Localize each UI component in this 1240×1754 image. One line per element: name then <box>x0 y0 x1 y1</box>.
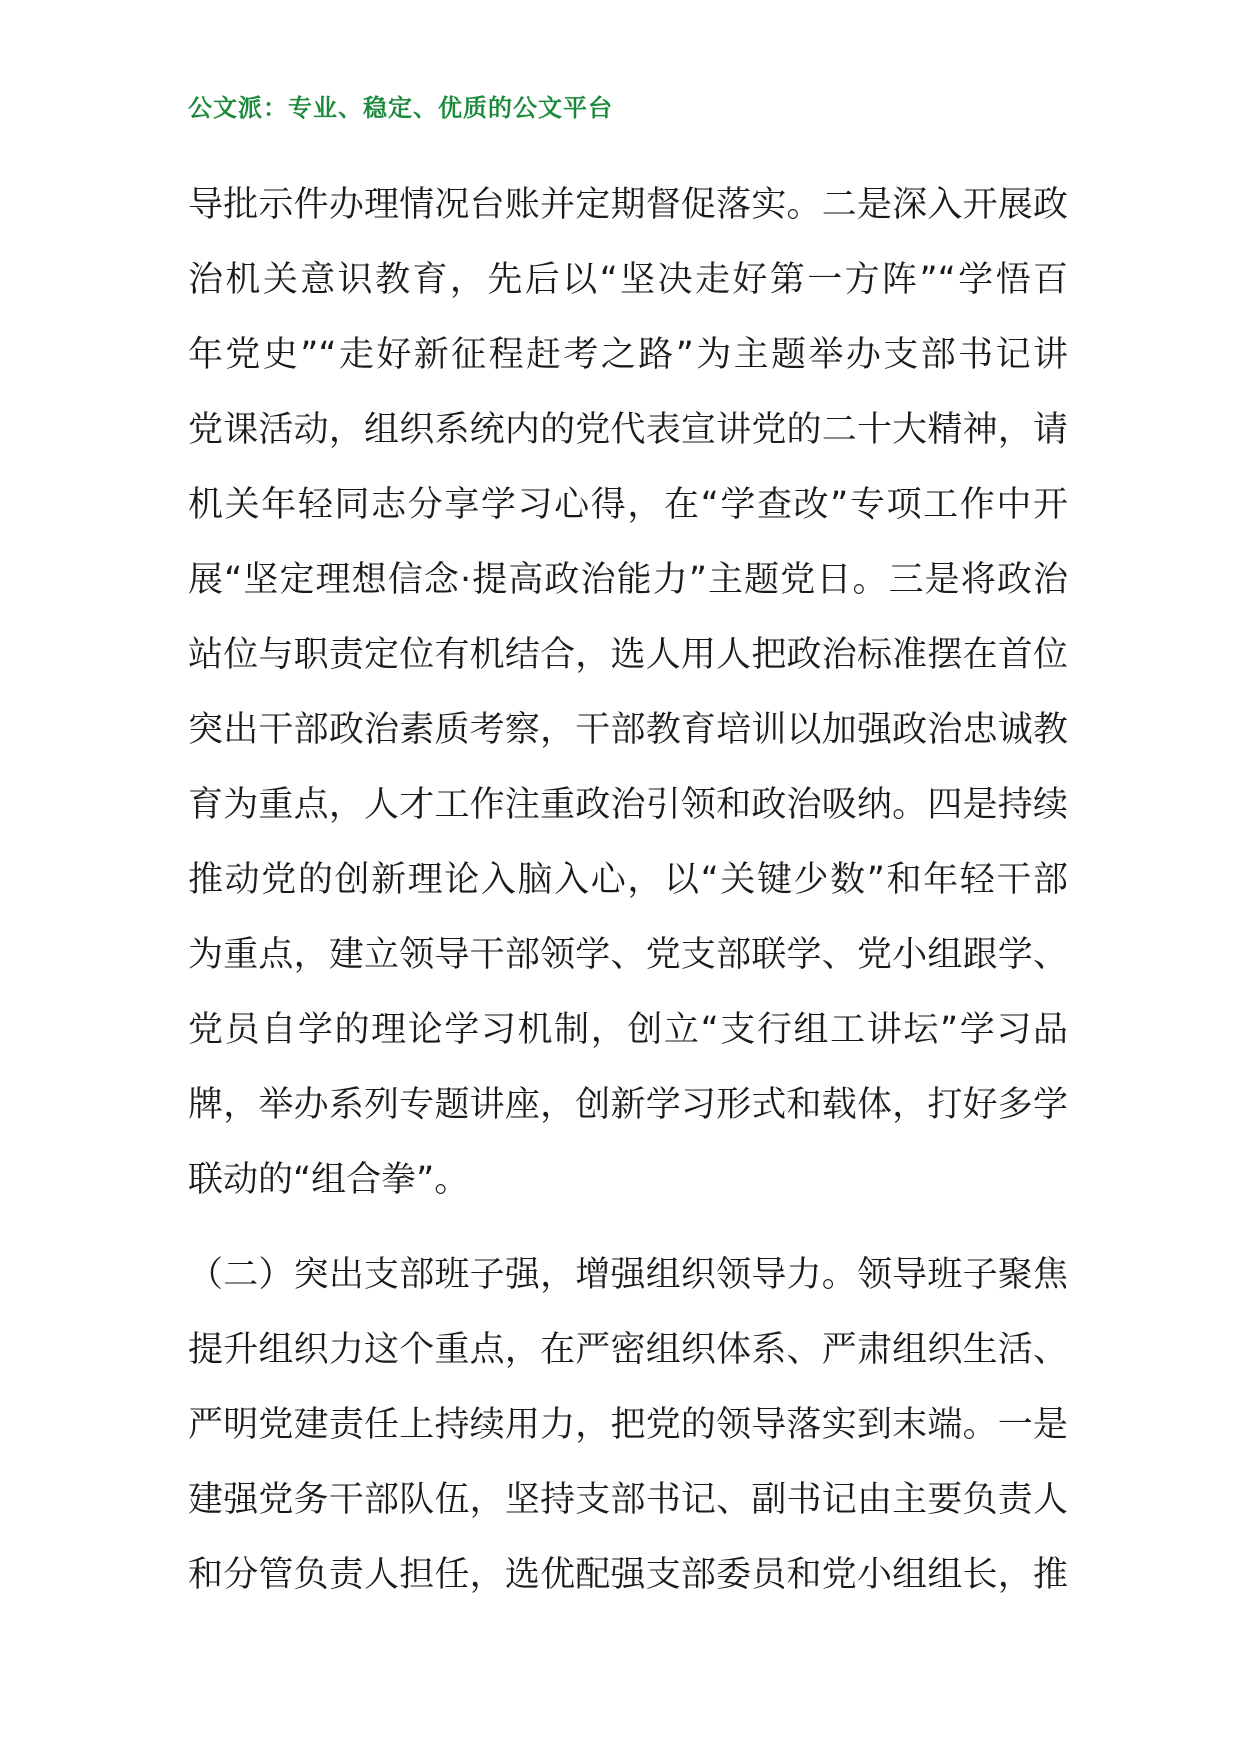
text-line: 治机关意识教育，先后以“坚决走好第一方阵”“学悟百 <box>188 260 1068 300</box>
site-header: 公文派：专业、稳定、优质的公文平台 <box>188 94 613 122</box>
text-line: 机关年轻同志分享学习心得，在“学查改”专项工作中开 <box>188 485 1068 525</box>
text-line: 导批示件办理情况台账并定期督促落实。二是深入开展政 <box>188 185 1068 225</box>
text-line: 年党史”“走好新征程赶考之路”为主题举办支部书记讲 <box>188 335 1068 375</box>
text-line: 党员自学的理论学习机制，创立“支行组工讲坛”学习品 <box>188 1010 1068 1050</box>
paragraph-spacer <box>188 1218 1068 1238</box>
text-line: 严明党建责任上持续用力，把党的领导落实到末端。一是 <box>188 1405 1068 1445</box>
text-line: （二）突出支部班子强，增强组织领导力。领导班子聚焦 <box>188 1255 1068 1295</box>
text-line: 牌，举办系列专题讲座，创新学习形式和载体，打好多学 <box>188 1085 1068 1125</box>
text-line: 提升组织力这个重点，在严密组织体系、严肃组织生活、 <box>188 1330 1068 1370</box>
text-line: 突出干部政治素质考察，干部教育培训以加强政治忠诚教 <box>188 710 1068 750</box>
text-line: 联动的“组合拳”。 <box>188 1160 470 1200</box>
text-line: 为重点，建立领导干部领学、党支部联学、党小组跟学、 <box>188 935 1068 975</box>
text-line: 推动党的创新理论入脑入心，以“关键少数”和年轻干部 <box>188 860 1068 900</box>
paragraph <box>188 1238 1068 1613</box>
text-line: 和分管负责人担任，选优配强支部委员和党小组组长，推 <box>188 1555 1068 1595</box>
text-line: 育为重点，人才工作注重政治引领和政治吸纳。四是持续 <box>188 785 1068 825</box>
text-line: 建强党务干部队伍，坚持支部书记、副书记由主要负责人 <box>188 1480 1068 1520</box>
document-body <box>188 168 1068 1613</box>
text-line: 站位与职责定位有机结合，选人用人把政治标准摆在首位 <box>188 635 1068 675</box>
text-line: 展“坚定理想信念·提高政治能力”主题党日。三是将政治 <box>188 560 1068 600</box>
paragraph <box>188 168 1068 1218</box>
text-line: 党课活动，组织系统内的党代表宣讲党的二十大精神，请 <box>188 410 1068 450</box>
